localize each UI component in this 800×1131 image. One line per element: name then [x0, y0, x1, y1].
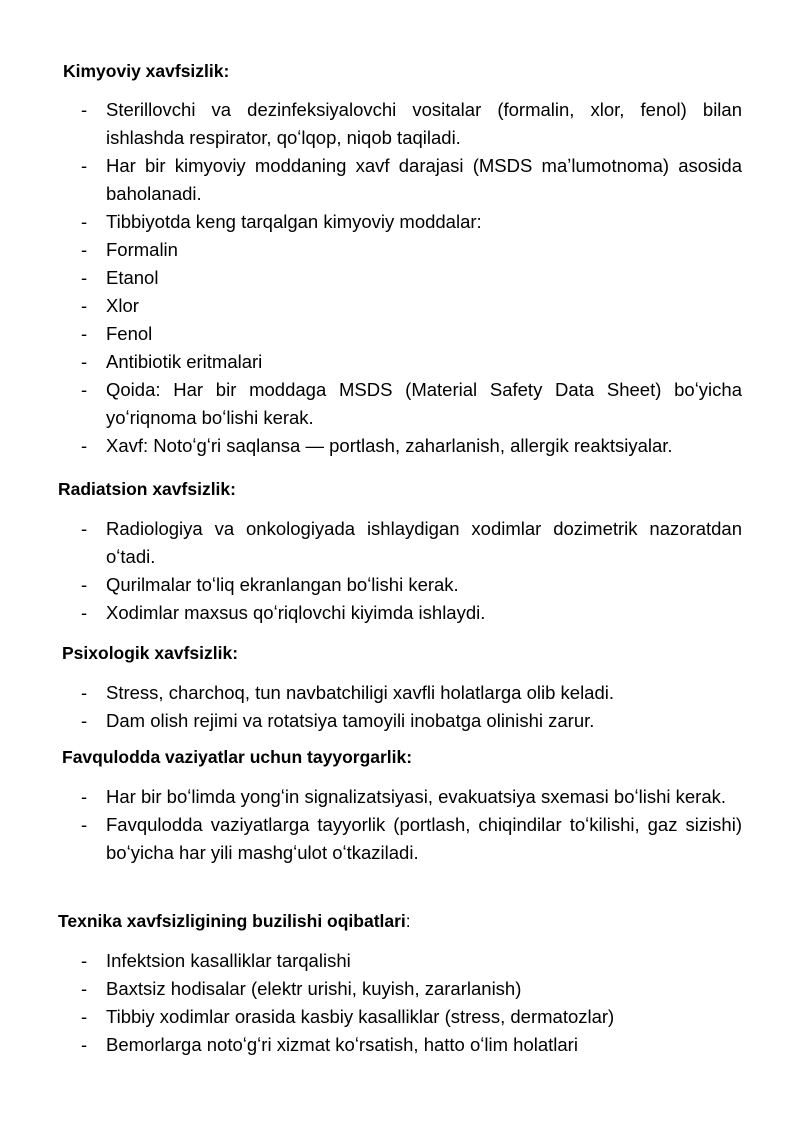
list-item: - Bemorlarga notoʻgʻri xizmat koʻrsatish, hatto oʻlim holatlari: [106, 1031, 742, 1059]
section-heading: Favqulodda vaziyatlar uchun tayyorgarlik:: [62, 747, 413, 767]
list-item: - Radiologiya va onkologiyada ishlaydigan xodimlar dozimetrik nazoratdan oʻtadi.: [106, 515, 742, 571]
list-item: - Sterillovchi va dezinfeksiyalovchi vositalar (formalin, xlor, fenol) bilan ishlashda respirator, qoʻlqop, niqob taqiladi.: [106, 96, 742, 152]
list-item: - Antibiotik eritmalari: [106, 348, 742, 376]
list-item: - Etanol: [106, 264, 742, 292]
list-item: - Tibbiyotda keng tarqalgan kimyoviy moddalar:: [106, 208, 742, 236]
list-item: - Qoida: Har bir moddaga MSDS (Material Safety Data Sheet) boʻyicha yoʻriqnoma boʻlishi kerak.: [106, 376, 742, 432]
section-heading: Psixologik xavfsizlik:: [62, 643, 239, 663]
section-safety-violation-consequences: [0, 909, 800, 1059]
section-chemical-safety: [0, 59, 800, 460]
bullet-list: [0, 679, 800, 735]
section-heading: [58, 909, 800, 933]
list-item: - Xlor: [106, 292, 742, 320]
list-item: - Dam olish rejimi va rotatsiya tamoyili inobatga olinishi zarur.: [106, 707, 742, 735]
list-item: - Baxtsiz hodisalar (elektr urishi, kuyish, zararlanish): [106, 975, 742, 1003]
section-radiation-safety: [0, 477, 800, 627]
section-heading: Radiatsion xavfsizlik:: [58, 479, 236, 499]
list-item: - Formalin: [106, 236, 742, 264]
section-emergency-preparedness: [0, 745, 800, 867]
list-item: - Qurilmalar toʻliq ekranlangan boʻlishi kerak.: [106, 571, 742, 599]
list-item: - Xavf: Notoʻgʻri saqlansa — portlash, zaharlanish, allergik reaktsiyalar.: [106, 432, 742, 460]
list-item: - Har bir boʻlimda yongʻin signalizatsiyasi, evakuatsiya sxemasi boʻlishi kerak.: [106, 783, 742, 811]
bullet-list: [0, 783, 800, 867]
list-item: - Xodimlar maxsus qoʻriqlovchi kiyimda ishlaydi.: [106, 599, 742, 627]
section-psychological-safety: [0, 641, 800, 735]
section-heading-text: Texnika xavfsizligining buzilishi oqibatlari: [58, 911, 406, 931]
list-item: - Tibbiy xodimlar orasida kasbiy kasalliklar (stress, dermatozlar): [106, 1003, 742, 1031]
list-item: - Har bir kimyoviy moddaning xavf darajasi (MSDS maʼlumotnoma) asosida baholanadi.: [106, 152, 742, 208]
list-item: - Fenol: [106, 320, 742, 348]
heading-colon: :: [405, 911, 411, 931]
list-item: - Favqulodda vaziyatlarga tayyorlik (portlash, chiqindilar toʻkilishi, gaz sizishi) boʻyicha har yili mashgʻulot oʻtkaziladi.: [106, 811, 742, 867]
bullet-list: [0, 947, 800, 1059]
section-heading: Kimyoviy xavfsizlik:: [63, 61, 230, 81]
list-item: - Stress, charchoq, tun navbatchiligi xavfli holatlarga olib keladi.: [106, 679, 742, 707]
bullet-list: [0, 515, 800, 627]
list-item: - Infektsion kasalliklar tarqalishi: [106, 947, 742, 975]
bullet-list: [0, 96, 800, 460]
